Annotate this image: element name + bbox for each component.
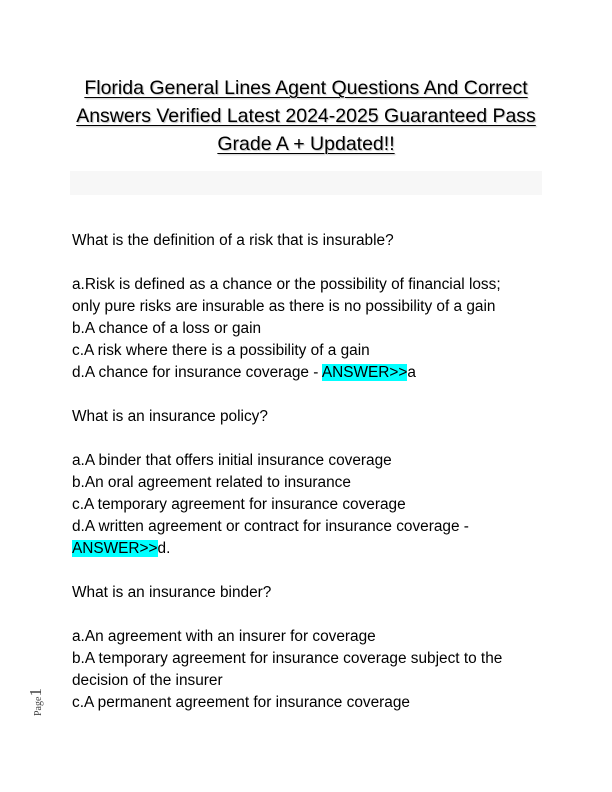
question-2-answer-tag: ANSWER>> [72,540,158,557]
question-3-option-b-line-1: b.A temporary agreement for insurance coverage subject to the [72,650,503,667]
question-1-option-a-line-2: only pure risks are insurable as there is no possibility of a gain [72,298,496,315]
title-line-1: Florida General Lines Agent Questions And Correct [84,77,528,99]
document-title [62,74,550,158]
question-1-text: What is the definition of a risk that is insurable? [72,232,394,249]
question-2-option-b: b.An oral agreement related to insurance [72,474,351,491]
question-1-option-d-text: d.A chance for insurance coverage - [72,364,322,381]
question-2-option-d: d.A written agreement or contract for insurance coverage - [72,518,469,535]
question-1-option-b: b.A chance of a loss or gain [72,320,262,337]
question-3-option-c: c.A permanent agreement for insurance coverage [72,694,410,711]
title-line-3: Grade A + Updated!! [217,133,395,155]
question-1-option-a-line-1: a.Risk is defined as a chance or the possibility of financial loss; [72,276,501,293]
question-1-answer-tag: ANSWER>> [321,364,408,381]
header-shade-band [70,171,542,195]
question-2-answer: d. [157,540,171,557]
title-line-2: Answers Verified Latest 2024-2025 Guaranteed Pass [76,105,536,127]
question-2-answer-line [72,538,547,560]
question-1-option-c: c.A risk where there is a possibility of a gain [72,342,370,359]
question-3-text: What is an insurance binder? [72,584,272,601]
question-3-option-a: a.An agreement with an insurer for coverage [72,628,376,645]
page-word: Page [33,696,44,716]
question-list [72,230,547,714]
question-2-option-c: c.A temporary agreement for insurance coverage [72,496,406,513]
question-1-answer: a [407,364,416,381]
page-number: 1 [26,688,45,697]
question-2-text: What is an insurance policy? [72,408,268,425]
question-2-option-a: a.A binder that offers initial insurance coverage [72,452,392,469]
page-number-label [26,688,46,716]
question-1-option-d [72,362,547,384]
question-3-option-b-line-2: decision of the insurer [72,672,223,689]
